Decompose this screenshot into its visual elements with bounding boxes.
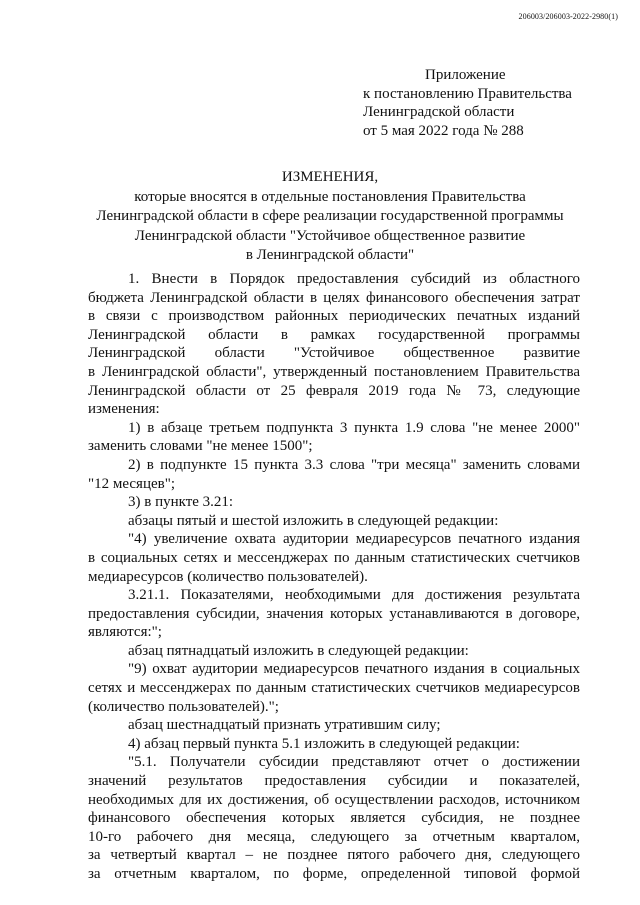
appendix-block — [363, 66, 613, 140]
body-line: сетях и мессенджерах по данным статистических счетчиков медиаресурсов — [88, 680, 580, 697]
body-line: заменить словами "не менее 1500"; — [88, 438, 313, 455]
body-line: "12 месяцев"; — [88, 475, 176, 492]
body-line: значений результатов предоставления субсидии и показателей, — [88, 773, 580, 790]
body-line: 10-го рабочего дня месяца, следующего за отчетным кварталом, — [88, 828, 580, 845]
body-line: 1) в абзаце третьем подпункта 3 пункта 1.9 слова "не менее 2000" — [128, 419, 580, 436]
body-line: 3.21.1. Показателями, необходимыми для достижения результата — [128, 587, 580, 604]
body-line: предоставления субсидии, значения которых устанавливаются в договоре, — [88, 605, 580, 622]
appendix-line: Приложение — [425, 67, 506, 83]
body-line: в социальных сетях и мессенджерах по данным статистических счетчиков — [88, 549, 580, 566]
body-line: 2) в подпункте 15 пункта 3.3 слова "три месяца" заменить словами — [128, 456, 580, 473]
body-line: абзацы пятый и шестой изложить в следующей редакции: — [128, 512, 499, 529]
body-line: за четвертый квартал – не позднее пятого рабочего дня, следующего — [88, 847, 580, 864]
body-line: 4) абзац первый пункта 5.1 изложить в следующей редакции: — [128, 735, 520, 752]
body-line: "4) увеличение охвата аудитории медиаресурсов печатного издания — [128, 531, 580, 548]
body-line: в Ленинградской области", утвержденный постановлением Правительства — [88, 363, 580, 380]
body-line: Ленинградской области в рамках государственной программы — [88, 326, 580, 343]
title-line: Ленинградской области в сфере реализации государственной программы — [96, 208, 564, 224]
body-line: абзац пятнадцатый изложить в следующей редакции: — [128, 642, 469, 659]
body-line: "9) охват аудитории медиаресурсов печатного издания в социальных — [128, 661, 580, 678]
body-line: необходимых для их достижения, об осуществлении расходов, источником — [88, 791, 580, 808]
title-line: Ленинградской области "Устойчивое общественное развитие — [134, 227, 526, 244]
appendix-line: Ленинградской области — [363, 104, 515, 120]
appendix-line: к постановлению Правительства — [363, 85, 572, 102]
body-line: медиаресурсов (количество пользователей). — [88, 568, 368, 585]
title-line: в Ленинградской области" — [245, 247, 415, 263]
title-line: которые вносятся в отдельные постановления Правительства — [134, 188, 526, 205]
body-line: 3) в пункте 3.21: — [128, 494, 234, 511]
document-body — [88, 270, 580, 884]
document-number: 206003/206003-2022-2980(1) — [518, 12, 618, 21]
body-line: изменения: — [88, 401, 160, 418]
document-title — [70, 168, 590, 266]
body-line: за отчетным кварталом, по форме, определенной типовой формой — [88, 866, 580, 882]
body-line: 1. Внести в Порядок предоставления субсидий из областного — [128, 271, 580, 287]
body-line: бюджета Ленинградской области в целях финансового обеспечения затрат — [88, 289, 580, 306]
body-line: финансового обеспечения которых является субсидия, не позднее — [88, 810, 580, 827]
body-line: Ленинградской области "Устойчивое общественное развитие — [88, 345, 580, 362]
body-line: (количество пользователей)."; — [88, 698, 279, 715]
body-line: являются:"; — [88, 624, 162, 641]
body-line: "5.1. Получатели субсидии представляют отчет о достижении — [128, 754, 580, 771]
title-line: ИЗМЕНЕНИЯ, — [281, 169, 379, 185]
body-line: абзац шестнадцатый признать утратившим силу; — [128, 717, 441, 734]
appendix-line: от 5 мая 2022 года № 288 — [363, 122, 524, 139]
body-line: Ленинградской области от 25 февраля 2019 года № 73, следующие — [88, 382, 580, 399]
body-line: в связи с производством районных периодических печатных изданий — [88, 308, 580, 325]
